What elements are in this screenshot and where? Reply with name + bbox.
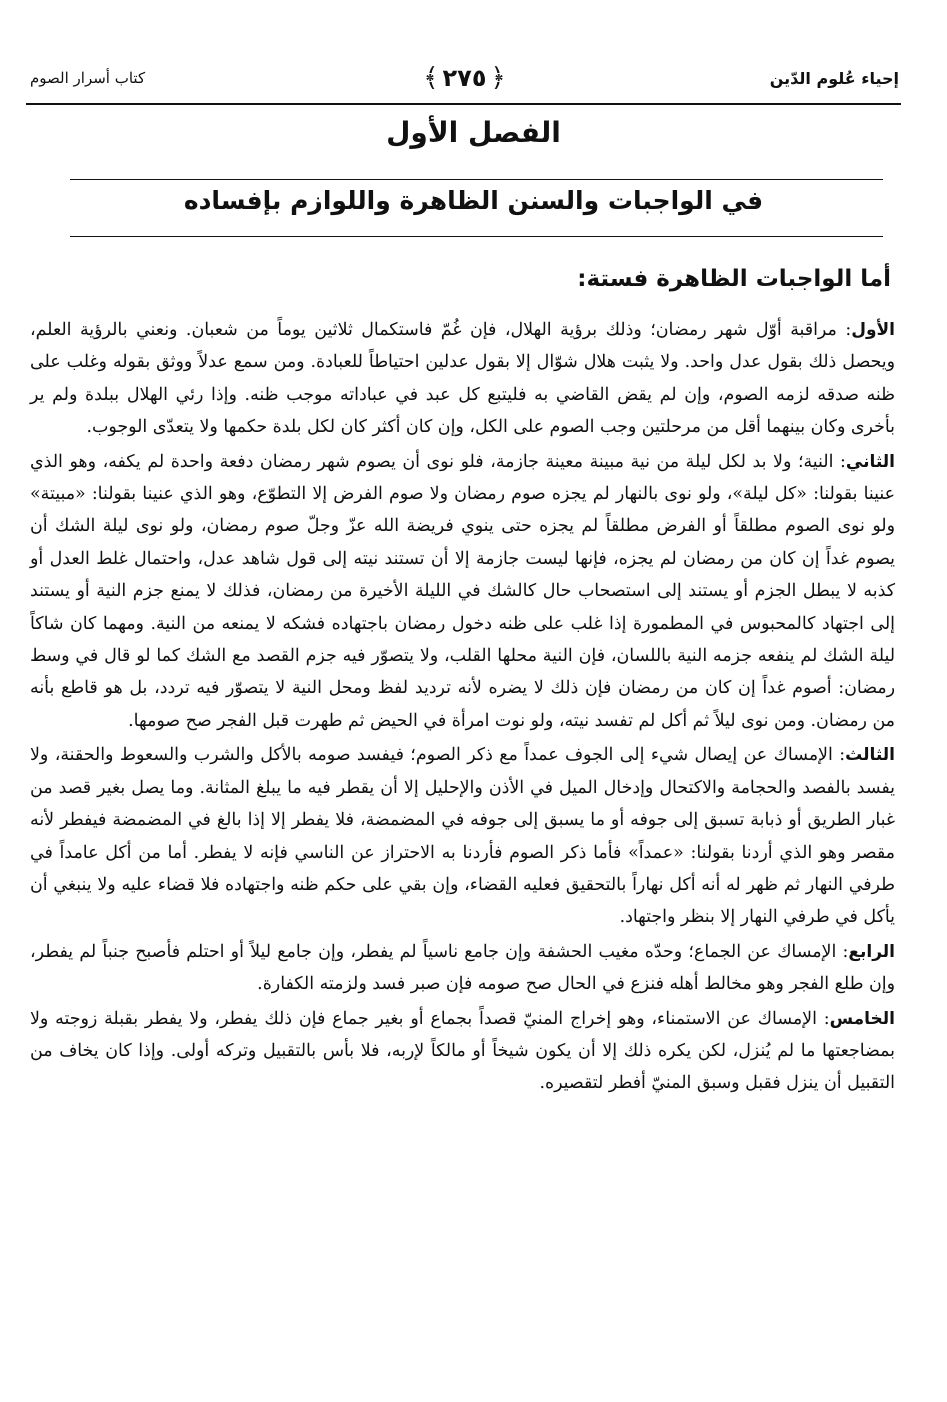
paragraph-text: : النية؛ ولا بد لكل ليلة من نية مبينة معينة جازمة، فلو نوى أن يصوم شهر رمضان دفعة واحدة لم يكفه، وهو الذي عنينا بقولنا: «كل ليلة»، ولو نوى بالنهار لم يجزه صوم رمضان ولا صوم الفرض إلا التطوّع، وهو الذي عنينا بقولنا: «مبيتة» ولو نوى الصوم مطلقاً أو الفرض مطلقاً لم يجزه حتى ينوي فريضة الله عزّ وجلّ صوم رمضان، ولو نوى ليلة الشك أن يصوم غداً إن كان من رمضان لم يجزه، فإنها ليست جازمة إلا أن تستند نيته إلى قول شاهد عدل، واحتمال غلط العدل أو كذبه لا يبطل الجزم أو يستند إلى استصحاب حال كالشك في الليلة الأخيرة من رمضان، فذلك لا يمنع جزم النية أو يستند إلى اجتهاد كالمحبوس في المطمورة إذا غلب على ظنه دخول رمضان باجتهاده فشكه لا يمنعه من النية. ومهما كان شاكاً ليلة الشك لم ينفعه جزمه النية باللسان، فإن النية محلها القلب، ولا يتصوّر فيه جزم القصد مع الشك كما لو قال في وسط رمضان: أصوم غداً إن كان من رمضان فإن ذلك لا يضره لأنه ترديد لفظ ومحل النية لا يتصوّر فيه تردد، بل هو قاطع بأنه من رمضان. ومن نوى ليلاً ثم أكل لم تفسد نيته، ولو نوت امرأة في الحيض ثم طهرت قبل الفجر صح صومها. <box>30 451 895 731</box>
page-number-brace-open: ﴿ <box>490 63 506 93</box>
header-rule <box>26 103 901 105</box>
page-number <box>423 63 505 93</box>
paragraph-fourth <box>30 936 895 1001</box>
paragraph-lead: الأول <box>851 320 895 340</box>
page-number-brace-close: ﴾ <box>423 63 439 93</box>
paragraph-lead: الرابع <box>848 941 895 962</box>
paragraph-text: : الإمساك عن إيصال شيء إلى الجوف عمداً مع ذكر الصوم؛ فيفسد صومه بالأكل والشرب والسعوط والحقنة، ولا يفسد بالفصد والحجامة والاكتحال وإدخال الميل في الأذن والإحليل إلا أن يقطر فيه ما يبلغ المثانة. وما يصل بغير قصد من غبار الطريق أو ذبابة تسبق إلى جوفه أو ما يسبق إلى جوفه في المضمضة، فلا يفطر إلا إذا بالغ في المضمضة فيفطر لأنه مقصر وهو الذي أردنا بقولنا: «عمداً» فأما ذكر الصوم فأردنا به الاحتراز عن الناسي فإنه لا يفطر. أما من أكل عامداً في طرفي النهار ثم ظهر له أنه أكل نهاراً بالتحقيق فعليه القضاء، وإن بقي على حكم ظنه واجتهاده فلا قضاء عليه ولا ينبغي أن يأكل في طرفي النهار إلا بنظر واجتهاد. <box>30 745 895 928</box>
chapter-book-title: كتاب أسرار الصوم <box>30 69 146 87</box>
paragraph-lead: الثالث <box>845 745 895 766</box>
paragraph-lead: الخامس <box>829 1008 895 1029</box>
section-rule-top <box>70 179 883 180</box>
running-header <box>30 56 899 100</box>
paragraph-third <box>30 739 895 933</box>
paragraph-fifth <box>30 1003 895 1100</box>
section-rule-bottom <box>70 236 883 237</box>
book-title: إحياء عُلوم الدّين <box>769 68 899 88</box>
section-title: في الواجبات والسنن الظاهرة واللوازم بإفساده <box>183 186 764 215</box>
paragraph-text: : الإمساك عن الجماع؛ وحدّه مغيب الحشفة وإن جامع ناسياً لم يفطر، وإن جامع ليلاً أو احتلم فأصبح جنباً لم يفطر، وإن طلع الفجر وهو مخالط أهله فنزع في الحال صح صومه فإن صبر فسد ولزمته الكفارة. <box>30 941 895 995</box>
paragraph-text: : مراقبة أوّل شهر رمضان؛ وذلك برؤية الهلال، فإن غُمّ فاستكمال ثلاثين يوماً من شعبان. ونعني بالرؤية العلم، ويحصل ذلك بقول عدل واحد. ولا يثبت هلال شوّال إلا بقول عدلين احتياطاً للعبادة. ومن سمع عدلاً ووثق بقوله وغلب على ظنه صدقه لزمه الصوم، وإن لم يقض القاضي به فليتبع كل عبد في عباداته موجب ظنه. وإذا رئي الهلال ببلدة ولم ير بأخرى وكان بينهما أقل من مرحلتين وجب الصوم على الكل، وإن كان أكثر كان لكل بلدة حكمها ولا يتعدّى الوجوب. <box>30 320 895 438</box>
intro-heading: أما الواجبات الظاهرة فستة: <box>577 266 891 292</box>
paragraph-second <box>30 446 895 738</box>
paragraph-text: : الإمساك عن الاستمناء، وهو إخراج المنيّ قصداً بجماع أو بغير جماع فإن ذلك يفطر، ولا يفطر بقبلة زوجته ولا بمضاجعتها ما لم يُنزل، لكن يكره ذلك إلا أن يكون شيخاً أو مالكاً لإربه، فلا بأس بالتقبيل وتركه أولى. وإذا كان يخاف من التقبيل أن ينزل فقبل وسبق المنيّ أفطر لتقصيره. <box>30 1008 895 1094</box>
page-number-value: ٢٧٥ <box>442 64 487 92</box>
chapter-title: الفصل الأول <box>386 116 561 149</box>
paragraph-lead: الثاني <box>845 451 895 472</box>
paragraph-first <box>30 314 895 444</box>
body-text <box>30 314 895 1102</box>
